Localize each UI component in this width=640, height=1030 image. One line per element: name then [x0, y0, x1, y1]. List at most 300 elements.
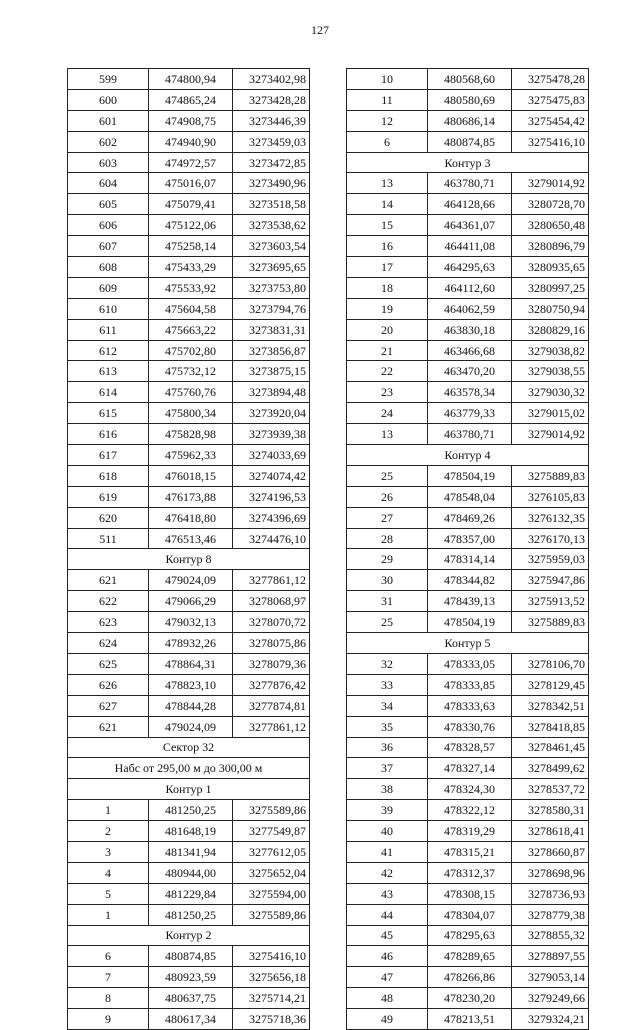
coordinate-row [347, 946, 589, 967]
point-number: 46 [347, 946, 428, 967]
y-coordinate: 3273538,62 [233, 215, 310, 236]
coordinate-row [347, 319, 589, 340]
coordinate-row [347, 988, 589, 1009]
coordinate-row [68, 883, 310, 904]
y-coordinate: 3275947,86 [512, 570, 589, 591]
point-number: 18 [347, 277, 428, 298]
coordinate-row [68, 1009, 310, 1030]
coordinate-row [68, 967, 310, 988]
section-heading: Контур 1 [68, 779, 310, 800]
y-coordinate: 3278618,41 [512, 821, 589, 842]
coordinate-row [347, 841, 589, 862]
y-coordinate: 3276170,13 [512, 528, 589, 549]
x-coordinate: 478322,12 [428, 800, 512, 821]
coordinate-row [68, 591, 310, 612]
x-coordinate: 478864,31 [149, 653, 233, 674]
y-coordinate: 3274033,69 [233, 445, 310, 466]
coordinate-row [68, 946, 310, 967]
section-heading-row [347, 445, 589, 466]
y-coordinate: 3279014,92 [512, 424, 589, 445]
x-coordinate: 478315,21 [428, 841, 512, 862]
section-heading: Набс от 295,00 м до 300,00 м [68, 758, 310, 779]
point-number: 25 [347, 465, 428, 486]
section-heading: Контур 3 [347, 152, 589, 173]
y-coordinate: 3280935,65 [512, 257, 589, 278]
x-coordinate: 474865,24 [149, 89, 233, 110]
point-number: 32 [347, 653, 428, 674]
point-number: 607 [68, 236, 149, 257]
y-coordinate: 3277874,81 [233, 695, 310, 716]
point-number: 49 [347, 1009, 428, 1030]
point-number: 37 [347, 758, 428, 779]
point-number: 606 [68, 215, 149, 236]
section-heading-row [347, 633, 589, 654]
point-number: 621 [68, 716, 149, 737]
y-coordinate: 3280997,25 [512, 277, 589, 298]
y-coordinate: 3273753,80 [233, 277, 310, 298]
point-number: 41 [347, 841, 428, 862]
x-coordinate: 481648,19 [149, 821, 233, 842]
coordinate-row [347, 236, 589, 257]
y-coordinate: 3275718,36 [233, 1009, 310, 1030]
point-number: 620 [68, 507, 149, 528]
y-coordinate: 3278342,51 [512, 695, 589, 716]
coordinate-row [68, 194, 310, 215]
y-coordinate: 3280728,70 [512, 194, 589, 215]
x-coordinate: 475702,80 [149, 340, 233, 361]
x-coordinate: 481250,25 [149, 904, 233, 925]
point-number: 43 [347, 883, 428, 904]
coordinate-row [347, 528, 589, 549]
y-coordinate: 3279015,02 [512, 403, 589, 424]
coordinate-row [68, 988, 310, 1009]
coordinate-row [68, 110, 310, 131]
x-coordinate: 475962,33 [149, 445, 233, 466]
section-heading-row [68, 737, 310, 758]
x-coordinate: 474800,94 [149, 69, 233, 90]
coordinate-row [68, 424, 310, 445]
x-coordinate: 479066,29 [149, 591, 233, 612]
coordinate-row [68, 633, 310, 654]
point-number: 616 [68, 424, 149, 445]
coordinates-table-left [67, 68, 310, 1030]
point-number: 610 [68, 298, 149, 319]
x-coordinate: 481341,94 [149, 841, 233, 862]
x-coordinate: 475079,41 [149, 194, 233, 215]
x-coordinate: 479024,09 [149, 570, 233, 591]
x-coordinate: 481229,84 [149, 883, 233, 904]
point-number: 21 [347, 340, 428, 361]
point-number: 625 [68, 653, 149, 674]
point-number: 23 [347, 382, 428, 403]
y-coordinate: 3273459,03 [233, 131, 310, 152]
y-coordinate: 3278897,55 [512, 946, 589, 967]
coordinate-row [347, 549, 589, 570]
section-heading-row [68, 758, 310, 779]
point-number: 599 [68, 69, 149, 90]
point-number: 600 [68, 89, 149, 110]
y-coordinate: 3278660,87 [512, 841, 589, 862]
coordinate-row [347, 277, 589, 298]
point-number: 47 [347, 967, 428, 988]
coordinate-row [68, 277, 310, 298]
coordinate-row [347, 1009, 589, 1030]
point-number: 44 [347, 904, 428, 925]
coordinate-row [68, 257, 310, 278]
coordinate-row [347, 89, 589, 110]
y-coordinate: 3273603,54 [233, 236, 310, 257]
coordinate-row [68, 215, 310, 236]
coordinate-row [68, 298, 310, 319]
point-number: 623 [68, 612, 149, 633]
x-coordinate: 474972,57 [149, 152, 233, 173]
x-coordinate: 476418,80 [149, 507, 233, 528]
x-coordinate: 481250,25 [149, 800, 233, 821]
x-coordinate: 479032,13 [149, 612, 233, 633]
x-coordinate: 464295,63 [428, 257, 512, 278]
point-number: 8 [68, 988, 149, 1009]
x-coordinate: 478319,29 [428, 821, 512, 842]
x-coordinate: 480568,60 [428, 69, 512, 90]
x-coordinate: 479024,09 [149, 716, 233, 737]
x-coordinate: 478327,14 [428, 758, 512, 779]
x-coordinate: 478213,51 [428, 1009, 512, 1030]
x-coordinate: 475433,29 [149, 257, 233, 278]
x-coordinate: 480637,75 [149, 988, 233, 1009]
point-number: 15 [347, 215, 428, 236]
coordinate-row [68, 528, 310, 549]
x-coordinate: 476018,15 [149, 465, 233, 486]
y-coordinate: 3280750,94 [512, 298, 589, 319]
point-number: 22 [347, 361, 428, 382]
y-coordinate: 3278068,97 [233, 591, 310, 612]
y-coordinate: 3273894,48 [233, 382, 310, 403]
coordinate-row [347, 800, 589, 821]
coordinate-row [68, 361, 310, 382]
y-coordinate: 3273428,28 [233, 89, 310, 110]
coordinate-row [347, 340, 589, 361]
x-coordinate: 478330,76 [428, 716, 512, 737]
x-coordinate: 463466,68 [428, 340, 512, 361]
coordinate-row [68, 862, 310, 883]
x-coordinate: 463830,18 [428, 319, 512, 340]
coordinate-row [68, 821, 310, 842]
coordinate-row [347, 758, 589, 779]
x-coordinate: 463578,34 [428, 382, 512, 403]
y-coordinate: 3275959,03 [512, 549, 589, 570]
x-coordinate: 474908,75 [149, 110, 233, 131]
point-number: 7 [68, 967, 149, 988]
y-coordinate: 3276132,35 [512, 507, 589, 528]
x-coordinate: 478333,63 [428, 695, 512, 716]
x-coordinate: 478357,00 [428, 528, 512, 549]
point-number: 19 [347, 298, 428, 319]
y-coordinate: 3273831,31 [233, 319, 310, 340]
y-coordinate: 3279324,21 [512, 1009, 589, 1030]
point-number: 608 [68, 257, 149, 278]
y-coordinate: 3273875,15 [233, 361, 310, 382]
point-number: 618 [68, 465, 149, 486]
y-coordinate: 3275913,52 [512, 591, 589, 612]
y-coordinate: 3278129,45 [512, 674, 589, 695]
coordinate-row [68, 800, 310, 821]
point-number: 24 [347, 403, 428, 424]
point-number: 624 [68, 633, 149, 654]
point-number: 30 [347, 570, 428, 591]
point-number: 33 [347, 674, 428, 695]
y-coordinate: 3275416,10 [233, 946, 310, 967]
point-number: 12 [347, 110, 428, 131]
y-coordinate: 3273695,65 [233, 257, 310, 278]
point-number: 20 [347, 319, 428, 340]
point-number: 10 [347, 69, 428, 90]
point-number: 5 [68, 883, 149, 904]
x-coordinate: 478314,14 [428, 549, 512, 570]
y-coordinate: 3279030,32 [512, 382, 589, 403]
x-coordinate: 464361,07 [428, 215, 512, 236]
page-number: 127 [311, 23, 329, 37]
y-coordinate: 3278698,96 [512, 862, 589, 883]
point-number: 9 [68, 1009, 149, 1030]
section-heading: Контур 8 [68, 549, 310, 570]
coordinate-row [347, 194, 589, 215]
y-coordinate: 3277876,42 [233, 674, 310, 695]
x-coordinate: 474940,90 [149, 131, 233, 152]
coordinate-row [68, 465, 310, 486]
point-number: 16 [347, 236, 428, 257]
coordinate-row [68, 152, 310, 173]
y-coordinate: 3278418,85 [512, 716, 589, 737]
point-number: 26 [347, 486, 428, 507]
x-coordinate: 478844,28 [149, 695, 233, 716]
coordinate-row [347, 612, 589, 633]
point-number: 621 [68, 570, 149, 591]
y-coordinate: 3275652,04 [233, 862, 310, 883]
x-coordinate: 480944,00 [149, 862, 233, 883]
point-number: 13 [347, 424, 428, 445]
y-coordinate: 3279038,55 [512, 361, 589, 382]
coordinate-row [347, 257, 589, 278]
point-number: 35 [347, 716, 428, 737]
coordinate-row [347, 967, 589, 988]
y-coordinate: 3277549,87 [233, 821, 310, 842]
point-number: 29 [347, 549, 428, 570]
x-coordinate: 478312,37 [428, 862, 512, 883]
x-coordinate: 480874,85 [428, 131, 512, 152]
y-coordinate: 3278075,86 [233, 633, 310, 654]
point-number: 45 [347, 925, 428, 946]
coordinate-row [347, 674, 589, 695]
point-number: 25 [347, 612, 428, 633]
point-number: 1 [68, 800, 149, 821]
point-number: 611 [68, 319, 149, 340]
y-coordinate: 3274196,53 [233, 486, 310, 507]
x-coordinate: 478932,26 [149, 633, 233, 654]
x-coordinate: 478304,07 [428, 904, 512, 925]
x-coordinate: 464112,60 [428, 277, 512, 298]
y-coordinate: 3279014,92 [512, 173, 589, 194]
point-number: 34 [347, 695, 428, 716]
y-coordinate: 3278537,72 [512, 779, 589, 800]
x-coordinate: 464062,59 [428, 298, 512, 319]
point-number: 28 [347, 528, 428, 549]
coordinate-row [347, 591, 589, 612]
coordinate-row [68, 445, 310, 466]
coordinate-row [68, 173, 310, 194]
point-number: 1 [68, 904, 149, 925]
y-coordinate: 3275475,83 [512, 89, 589, 110]
x-coordinate: 463470,20 [428, 361, 512, 382]
coordinate-row [68, 674, 310, 695]
y-coordinate: 3275589,86 [233, 800, 310, 821]
y-coordinate: 3278736,93 [512, 883, 589, 904]
coordinate-row [68, 612, 310, 633]
coordinate-row [347, 716, 589, 737]
y-coordinate: 3278499,62 [512, 758, 589, 779]
x-coordinate: 478230,20 [428, 988, 512, 1009]
coordinate-row [68, 69, 310, 90]
x-coordinate: 475258,14 [149, 236, 233, 257]
coordinate-row [68, 695, 310, 716]
y-coordinate: 3275589,86 [233, 904, 310, 925]
x-coordinate: 464128,66 [428, 194, 512, 215]
y-coordinate: 3273490,96 [233, 173, 310, 194]
point-number: 11 [347, 89, 428, 110]
y-coordinate: 3276105,83 [512, 486, 589, 507]
point-number: 27 [347, 507, 428, 528]
section-heading-row [68, 925, 310, 946]
x-coordinate: 476173,88 [149, 486, 233, 507]
coordinate-row [347, 695, 589, 716]
y-coordinate: 3275478,28 [512, 69, 589, 90]
point-number: 615 [68, 403, 149, 424]
point-number: 613 [68, 361, 149, 382]
y-coordinate: 3278580,31 [512, 800, 589, 821]
x-coordinate: 478328,57 [428, 737, 512, 758]
x-coordinate: 463780,71 [428, 173, 512, 194]
x-coordinate: 475828,98 [149, 424, 233, 445]
coordinate-row [68, 507, 310, 528]
section-heading-row [347, 152, 589, 173]
x-coordinate: 463779,33 [428, 403, 512, 424]
y-coordinate: 3273856,87 [233, 340, 310, 361]
y-coordinate: 3277861,12 [233, 716, 310, 737]
point-number: 601 [68, 110, 149, 131]
coordinate-row [68, 319, 310, 340]
coordinate-row [68, 841, 310, 862]
x-coordinate: 480617,34 [149, 1009, 233, 1030]
x-coordinate: 475016,07 [149, 173, 233, 194]
y-coordinate: 3275889,83 [512, 465, 589, 486]
y-coordinate: 3275656,18 [233, 967, 310, 988]
y-coordinate: 3278461,45 [512, 737, 589, 758]
y-coordinate: 3273446,39 [233, 110, 310, 131]
y-coordinate: 3274074,42 [233, 465, 310, 486]
point-number: 627 [68, 695, 149, 716]
x-coordinate: 478333,05 [428, 653, 512, 674]
section-heading: Контур 4 [347, 445, 589, 466]
x-coordinate: 478324,30 [428, 779, 512, 800]
point-number: 31 [347, 591, 428, 612]
coordinate-row [68, 340, 310, 361]
x-coordinate: 478344,82 [428, 570, 512, 591]
point-number: 2 [68, 821, 149, 842]
coordinate-row [347, 131, 589, 152]
coordinate-row [68, 486, 310, 507]
x-coordinate: 475760,76 [149, 382, 233, 403]
point-number: 617 [68, 445, 149, 466]
point-number: 4 [68, 862, 149, 883]
x-coordinate: 478504,19 [428, 465, 512, 486]
x-coordinate: 475604,58 [149, 298, 233, 319]
coordinate-row [347, 110, 589, 131]
y-coordinate: 3275416,10 [512, 131, 589, 152]
point-number: 605 [68, 194, 149, 215]
coordinate-row [68, 904, 310, 925]
coordinate-row [68, 131, 310, 152]
y-coordinate: 3275714,21 [233, 988, 310, 1009]
coordinate-row [347, 403, 589, 424]
coordinate-row [347, 215, 589, 236]
coordinate-row [68, 236, 310, 257]
y-coordinate: 3277861,12 [233, 570, 310, 591]
x-coordinate: 475533,92 [149, 277, 233, 298]
section-heading-row [68, 549, 310, 570]
point-number: 604 [68, 173, 149, 194]
coordinate-row [347, 465, 589, 486]
coordinate-row [347, 69, 589, 90]
coordinate-row [347, 382, 589, 403]
coordinate-row [347, 507, 589, 528]
x-coordinate: 478504,19 [428, 612, 512, 633]
y-coordinate: 3273402,98 [233, 69, 310, 90]
x-coordinate: 478469,26 [428, 507, 512, 528]
section-heading-row [68, 779, 310, 800]
point-number: 36 [347, 737, 428, 758]
coordinate-row [68, 382, 310, 403]
y-coordinate: 3274396,69 [233, 507, 310, 528]
y-coordinate: 3273518,58 [233, 194, 310, 215]
y-coordinate: 3278106,70 [512, 653, 589, 674]
point-number: 614 [68, 382, 149, 403]
section-heading: Контур 2 [68, 925, 310, 946]
y-coordinate: 3275594,00 [233, 883, 310, 904]
y-coordinate: 3275454,42 [512, 110, 589, 131]
point-number: 39 [347, 800, 428, 821]
point-number: 622 [68, 591, 149, 612]
x-coordinate: 480923,59 [149, 967, 233, 988]
point-number: 603 [68, 152, 149, 173]
coordinate-row [347, 570, 589, 591]
coordinate-row [68, 653, 310, 674]
coordinate-row [68, 403, 310, 424]
y-coordinate: 3273920,04 [233, 403, 310, 424]
x-coordinate: 478266,86 [428, 967, 512, 988]
y-coordinate: 3279249,66 [512, 988, 589, 1009]
point-number: 14 [347, 194, 428, 215]
point-number: 40 [347, 821, 428, 842]
point-number: 6 [347, 131, 428, 152]
x-coordinate: 480580,69 [428, 89, 512, 110]
y-coordinate: 3278079,36 [233, 653, 310, 674]
point-number: 612 [68, 340, 149, 361]
y-coordinate: 3273794,76 [233, 298, 310, 319]
x-coordinate: 475732,12 [149, 361, 233, 382]
coordinate-row [347, 883, 589, 904]
point-number: 619 [68, 486, 149, 507]
y-coordinate: 3278855,32 [512, 925, 589, 946]
coordinate-row [347, 779, 589, 800]
